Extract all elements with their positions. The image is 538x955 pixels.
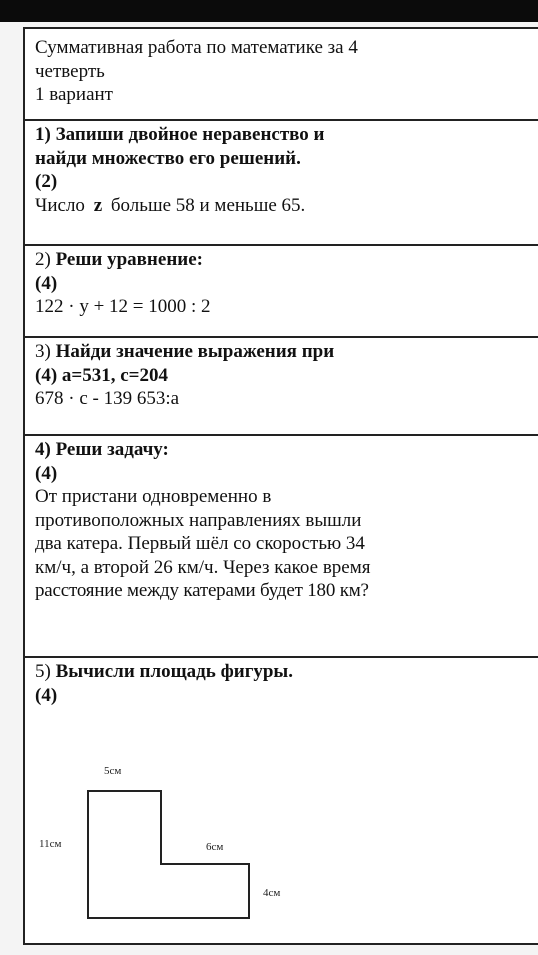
task-1-text xyxy=(35,194,536,218)
task-1-title: 1) Запиши двойное неравенство и xyxy=(35,124,325,145)
top-bar xyxy=(0,0,538,22)
task-1-title-continued: найди множество его решений. xyxy=(35,147,301,169)
worksheet-title: Суммативная работа по математике за 4 xyxy=(35,37,358,58)
task-2-points: (4) xyxy=(35,272,58,294)
task-5-points: (4) xyxy=(35,684,58,706)
worksheet-table xyxy=(23,27,538,945)
task-4-cell xyxy=(25,436,538,658)
l-shape-outline xyxy=(88,791,249,918)
task-5-title: Вычисли площадь фигуры. xyxy=(55,661,293,682)
l-shape-figure xyxy=(25,658,538,943)
task-1-variable: z xyxy=(93,194,103,216)
task-3-values: (4) a=531, c=204 xyxy=(35,364,168,386)
task-5-number: 5) xyxy=(35,661,51,682)
task-3-cell xyxy=(25,338,538,436)
task-2-cell xyxy=(25,246,538,338)
task-3-expression: 678 · c - 139 653:a xyxy=(35,388,180,409)
task-4-text-line: противоположных направлениях вышли xyxy=(35,509,362,531)
task-1-text-prefix: Число xyxy=(35,194,85,216)
task-3-heading xyxy=(35,340,536,364)
task-1-cell xyxy=(25,121,538,246)
dimension-label-top: 5см xyxy=(104,765,122,777)
task-5-cell xyxy=(25,658,538,945)
task-3-number: 3) xyxy=(35,341,51,362)
worksheet-title-continued: четверть xyxy=(35,60,105,82)
dimension-label-inner: 6см xyxy=(206,841,224,853)
variant-label: 1 вариант xyxy=(35,84,113,105)
task-2-heading xyxy=(35,248,536,272)
header-cell xyxy=(25,29,538,121)
task-2-number: 2) xyxy=(35,249,51,270)
task-4-text-line: От пристани одновременно в xyxy=(35,486,272,507)
task-4-text-line: два катера. Первый шёл со скоростью 34 xyxy=(35,533,365,554)
task-4-title: 4) Реши задачу: xyxy=(35,439,169,460)
task-2-title: Реши уравнение: xyxy=(55,249,203,270)
dimension-label-right: 4см xyxy=(263,887,281,899)
task-2-equation: 122 · y + 12 = 1000 : 2 xyxy=(35,296,211,317)
task-4-text-line: км/ч, а второй 26 км/ч. Через какое время xyxy=(35,556,371,578)
dimension-label-left: 11см xyxy=(39,838,62,850)
task-4-points: (4) xyxy=(35,462,58,484)
task-1-text-suffix: больше 58 и меньше 65. xyxy=(110,194,306,216)
task-3-title: Найди значение выражения при xyxy=(55,341,335,362)
task-4-text-line: расстояние между катерами будет 180 км? xyxy=(35,580,369,601)
task-1-points: (2) xyxy=(35,171,58,192)
